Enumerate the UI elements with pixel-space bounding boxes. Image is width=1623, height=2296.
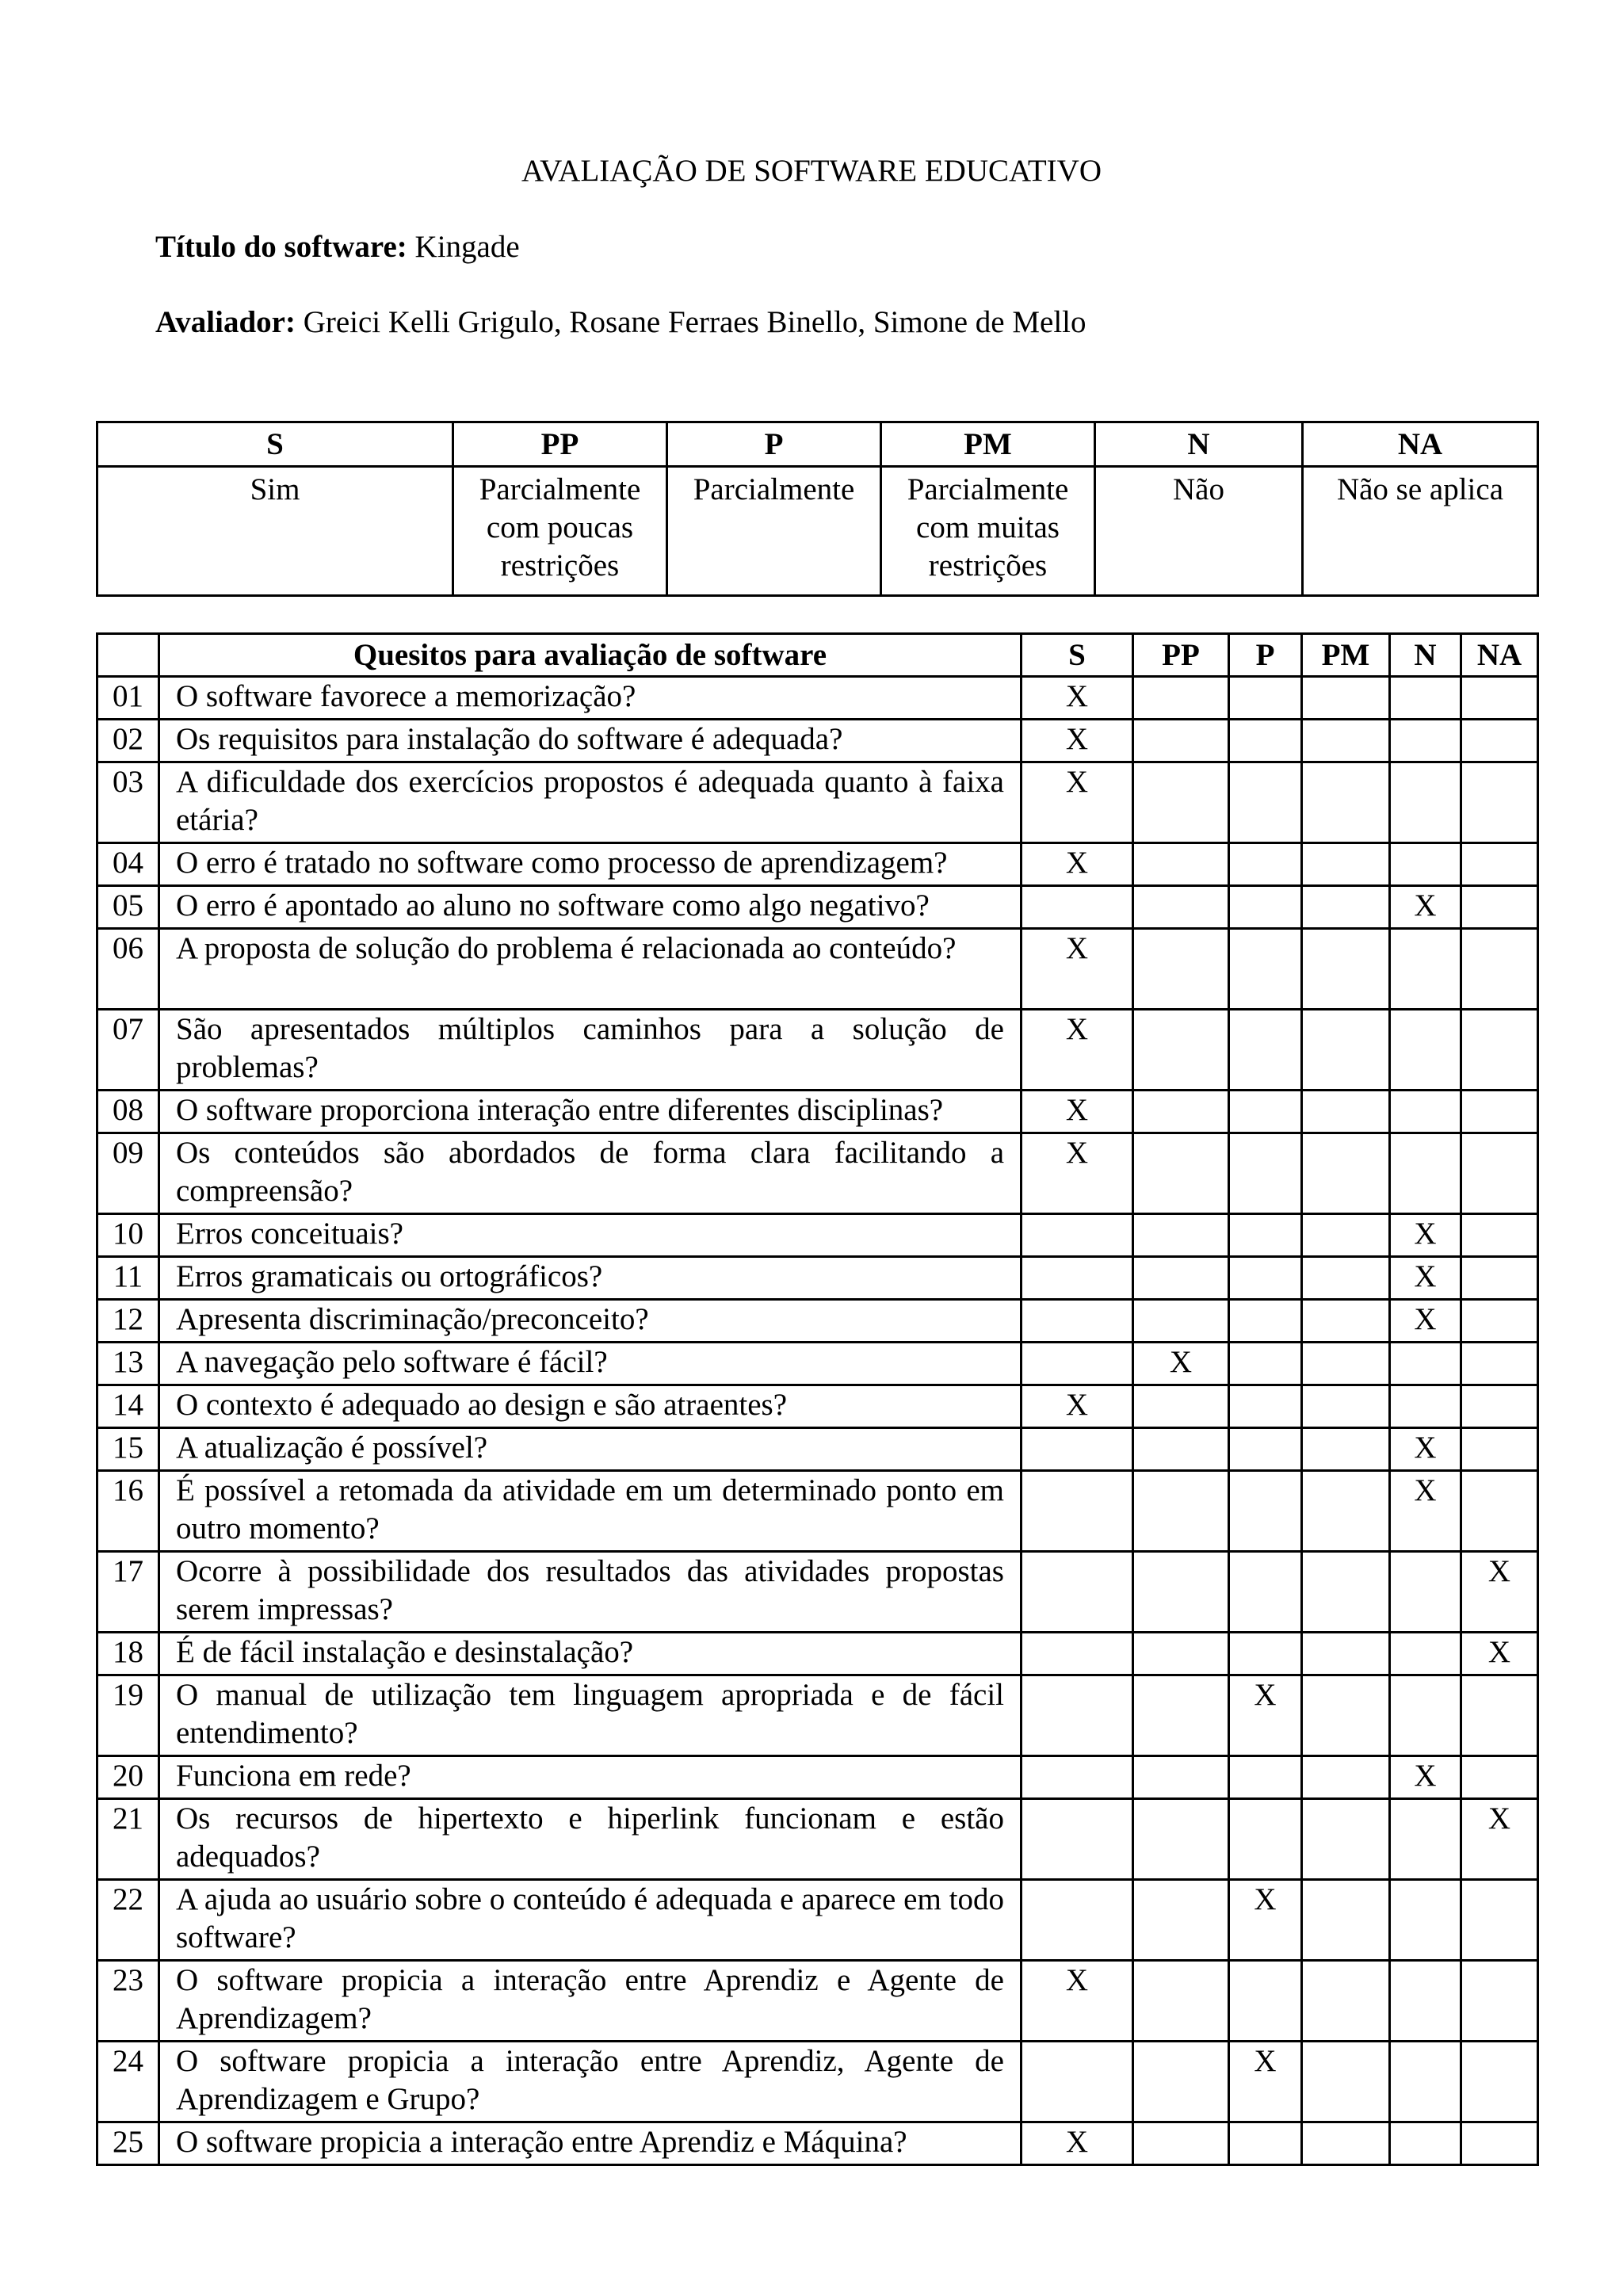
software-title-value: Kingade <box>414 230 520 264</box>
table-row <box>97 677 1538 720</box>
answer-mark: X <box>1487 1635 1511 1669</box>
answer-cell-p <box>1229 1257 1302 1300</box>
answer-cell-s <box>1022 1880 1133 1961</box>
answer-cell-n <box>1390 1091 1461 1133</box>
answer-cell-pm <box>1302 1010 1390 1091</box>
question-text: Erros gramaticais ou ortográficos? <box>159 1257 1022 1300</box>
answer-cell-s <box>1022 1799 1133 1880</box>
question-text: A navegação pelo software é fácil? <box>159 1343 1022 1385</box>
question-number: 07 <box>97 1010 159 1091</box>
question-number: 20 <box>97 1756 159 1799</box>
answer-cell-s <box>1022 762 1133 843</box>
answer-mark: X <box>1065 1093 1089 1127</box>
answer-cell-na <box>1461 1756 1538 1799</box>
answer-cell-n <box>1390 1214 1461 1257</box>
question-text: O manual de utilização tem linguagem apropriada e de fácil entendimento? <box>159 1675 1022 1756</box>
question-text: O software propicia a interação entre Aprendiz, Agente de Aprendizagem e Grupo? <box>159 2042 1022 2122</box>
page-title: AVALIAÇÃO DE SOFTWARE EDUCATIVO <box>521 154 1102 188</box>
answer-cell-p <box>1229 886 1302 929</box>
answer-cell-pp <box>1133 2042 1229 2122</box>
question-number: 09 <box>97 1133 159 1214</box>
legend-table <box>96 421 1539 597</box>
answer-cell-pm <box>1302 2122 1390 2165</box>
answer-cell-s <box>1022 1471 1133 1552</box>
answer-cell-n <box>1390 1133 1461 1214</box>
question-text: O software propicia a interação entre Aprendiz e Máquina? <box>159 2122 1022 2165</box>
answer-cell-pp <box>1133 1010 1229 1091</box>
answer-cell-s <box>1022 1428 1133 1471</box>
answer-cell-na <box>1461 1385 1538 1428</box>
answer-mark: X <box>1254 1882 1277 1916</box>
table-row <box>97 1133 1538 1214</box>
question-text: O software propicia a interação entre Aprendiz e Agente de Aprendizagem? <box>159 1961 1022 2042</box>
software-title-line <box>155 228 520 266</box>
question-number: 16 <box>97 1471 159 1552</box>
question-text: Os conteúdos são abordados de forma clara facilitando a compreensão? <box>159 1133 1022 1214</box>
answer-mark: X <box>1065 1963 1089 1997</box>
legend-description: Sim <box>97 467 453 596</box>
answer-cell-pp <box>1133 1880 1229 1961</box>
answer-cell-na <box>1461 1880 1538 1961</box>
column-header: S <box>1022 634 1133 677</box>
answer-cell-n <box>1390 1633 1461 1675</box>
answer-cell-na <box>1461 1257 1538 1300</box>
answer-cell-pp <box>1133 886 1229 929</box>
answer-cell-na <box>1461 1343 1538 1385</box>
question-text: A proposta de solução do problema é relacionada ao conteúdo? <box>159 929 1022 1010</box>
question-number: 23 <box>97 1961 159 2042</box>
legend-description: Parcialmente <box>667 467 881 596</box>
answer-cell-pp <box>1133 1343 1229 1385</box>
question-number: 18 <box>97 1633 159 1675</box>
answer-cell-n <box>1390 1799 1461 1880</box>
answer-cell-pp <box>1133 1385 1229 1428</box>
answer-cell-pm <box>1302 1880 1390 1961</box>
answer-cell-pp <box>1133 1961 1229 2042</box>
table-row <box>97 1675 1538 1756</box>
question-text: O software proporciona interação entre diferentes disciplinas? <box>159 1091 1022 1133</box>
answer-cell-pp <box>1133 1428 1229 1471</box>
answer-cell-s <box>1022 1091 1133 1133</box>
answer-cell-p <box>1229 1091 1302 1133</box>
table-row <box>97 2042 1538 2122</box>
answer-cell-p <box>1229 1343 1302 1385</box>
answer-mark: X <box>1065 765 1089 799</box>
table-row <box>97 1880 1538 1961</box>
answer-cell-n <box>1390 1675 1461 1756</box>
answer-cell-n <box>1390 1880 1461 1961</box>
software-title-label: Título do software: <box>155 230 407 264</box>
answer-cell-pp <box>1133 1799 1229 1880</box>
answer-cell-pp <box>1133 1214 1229 1257</box>
column-header: NA <box>1461 634 1538 677</box>
criteria-table <box>96 632 1539 2166</box>
answer-cell-p <box>1229 1633 1302 1675</box>
question-number: 19 <box>97 1675 159 1756</box>
question-text: O software favorece a memorização? <box>159 677 1022 720</box>
answer-mark: X <box>1414 1431 1437 1465</box>
criteria-body <box>97 677 1538 2165</box>
answer-cell-na <box>1461 1552 1538 1633</box>
answer-cell-pp <box>1133 677 1229 720</box>
answer-cell-n <box>1390 677 1461 720</box>
answer-cell-n <box>1390 762 1461 843</box>
answer-mark: X <box>1414 1473 1437 1507</box>
answer-cell-p <box>1229 1756 1302 1799</box>
answer-cell-pp <box>1133 1756 1229 1799</box>
table-row <box>97 1961 1538 2042</box>
answer-cell-pp <box>1133 1133 1229 1214</box>
answer-cell-na <box>1461 1133 1538 1214</box>
answer-mark: X <box>1065 931 1089 965</box>
table-row <box>97 1633 1538 1675</box>
legend-code: NA <box>1303 422 1538 467</box>
criteria-header-row <box>97 634 1538 677</box>
answer-cell-p <box>1229 2042 1302 2122</box>
answer-cell-n <box>1390 720 1461 762</box>
answer-mark: X <box>1414 1259 1437 1293</box>
answer-cell-na <box>1461 1799 1538 1880</box>
answer-cell-p <box>1229 677 1302 720</box>
legend-code: S <box>97 422 453 467</box>
table-row <box>97 1385 1538 1428</box>
question-number: 12 <box>97 1300 159 1343</box>
question-text: Apresenta discriminação/preconceito? <box>159 1300 1022 1343</box>
question-number: 03 <box>97 762 159 843</box>
answer-cell-na <box>1461 2042 1538 2122</box>
answer-cell-n <box>1390 1552 1461 1633</box>
table-row <box>97 762 1538 843</box>
question-text: É de fácil instalação e desinstalação? <box>159 1633 1022 1675</box>
answer-cell-s <box>1022 1961 1133 2042</box>
answer-cell-na <box>1461 843 1538 886</box>
evaluator-label: Avaliador: <box>155 305 296 339</box>
answer-cell-pm <box>1302 1385 1390 1428</box>
answer-cell-s <box>1022 2042 1133 2122</box>
answer-cell-s <box>1022 929 1133 1010</box>
answer-cell-s <box>1022 677 1133 720</box>
answer-cell-n <box>1390 1961 1461 2042</box>
column-header: PP <box>1133 634 1229 677</box>
answer-cell-s <box>1022 1010 1133 1091</box>
answer-cell-n <box>1390 843 1461 886</box>
legend-description: Parcialmente com muitas restrições <box>881 467 1095 596</box>
answer-cell-n <box>1390 929 1461 1010</box>
question-text: Funciona em rede? <box>159 1756 1022 1799</box>
answer-cell-s <box>1022 1300 1133 1343</box>
question-text: Erros conceituais? <box>159 1214 1022 1257</box>
answer-cell-p <box>1229 1133 1302 1214</box>
answer-mark: X <box>1487 1554 1511 1588</box>
answer-mark: X <box>1414 1302 1437 1336</box>
answer-mark: X <box>1414 1217 1437 1251</box>
answer-cell-p <box>1229 1428 1302 1471</box>
answer-cell-p <box>1229 720 1302 762</box>
question-number: 24 <box>97 2042 159 2122</box>
question-number: 14 <box>97 1385 159 1428</box>
answer-cell-pm <box>1302 1756 1390 1799</box>
answer-cell-pm <box>1302 1471 1390 1552</box>
answer-cell-pm <box>1302 2042 1390 2122</box>
answer-cell-pp <box>1133 843 1229 886</box>
answer-cell-n <box>1390 1257 1461 1300</box>
answer-cell-s <box>1022 1257 1133 1300</box>
answer-cell-s <box>1022 1385 1133 1428</box>
answer-cell-na <box>1461 929 1538 1010</box>
answer-cell-n <box>1390 1010 1461 1091</box>
table-row <box>97 720 1538 762</box>
table-row <box>97 1343 1538 1385</box>
answer-cell-pm <box>1302 1675 1390 1756</box>
answer-cell-na <box>1461 1300 1538 1343</box>
answer-cell-pm <box>1302 1133 1390 1214</box>
question-text: É possível a retomada da atividade em um determinado ponto em outro momento? <box>159 1471 1022 1552</box>
answer-cell-p <box>1229 1880 1302 1961</box>
question-number: 21 <box>97 1799 159 1880</box>
question-number: 15 <box>97 1428 159 1471</box>
answer-cell-s <box>1022 1633 1133 1675</box>
answer-cell-pm <box>1302 1428 1390 1471</box>
answer-cell-na <box>1461 1675 1538 1756</box>
table-row <box>97 886 1538 929</box>
answer-cell-p <box>1229 929 1302 1010</box>
answer-cell-pm <box>1302 1552 1390 1633</box>
answer-cell-n <box>1390 2042 1461 2122</box>
table-row <box>97 1091 1538 1133</box>
column-header: P <box>1229 634 1302 677</box>
column-header: N <box>1390 634 1461 677</box>
question-number: 17 <box>97 1552 159 1633</box>
question-number: 10 <box>97 1214 159 1257</box>
answer-cell-pm <box>1302 843 1390 886</box>
answer-cell-pm <box>1302 762 1390 843</box>
question-number: 08 <box>97 1091 159 1133</box>
answer-cell-pm <box>1302 1961 1390 2042</box>
table-row <box>97 1428 1538 1471</box>
answer-cell-pp <box>1133 1633 1229 1675</box>
table-row <box>97 1799 1538 1880</box>
answer-cell-pm <box>1302 1633 1390 1675</box>
answer-cell-p <box>1229 2122 1302 2165</box>
question-text: A ajuda ao usuário sobre o conteúdo é adequada e aparece em todo software? <box>159 1880 1022 1961</box>
answer-cell-s <box>1022 2122 1133 2165</box>
question-number: 05 <box>97 886 159 929</box>
answer-mark: X <box>1065 846 1089 880</box>
header-number-cell <box>97 634 159 677</box>
question-number: 22 <box>97 1880 159 1961</box>
answer-cell-pm <box>1302 677 1390 720</box>
answer-mark: X <box>1065 1012 1089 1046</box>
table-row <box>97 1552 1538 1633</box>
answer-cell-n <box>1390 1428 1461 1471</box>
answer-cell-pp <box>1133 762 1229 843</box>
answer-cell-pp <box>1133 2122 1229 2165</box>
answer-cell-pm <box>1302 929 1390 1010</box>
answer-cell-s <box>1022 843 1133 886</box>
question-number: 02 <box>97 720 159 762</box>
answer-cell-na <box>1461 1214 1538 1257</box>
answer-cell-s <box>1022 1756 1133 1799</box>
answer-cell-na <box>1461 762 1538 843</box>
answer-cell-n <box>1390 1756 1461 1799</box>
answer-cell-na <box>1461 677 1538 720</box>
answer-cell-pm <box>1302 1799 1390 1880</box>
answer-mark: X <box>1254 2044 1277 2078</box>
answer-cell-n <box>1390 886 1461 929</box>
question-text: O contexto é adequado ao design e são atraentes? <box>159 1385 1022 1428</box>
answer-cell-n <box>1390 2122 1461 2165</box>
answer-cell-pm <box>1302 886 1390 929</box>
answer-mark: X <box>1065 1136 1089 1170</box>
answer-cell-p <box>1229 843 1302 886</box>
answer-cell-p <box>1229 1300 1302 1343</box>
question-text: Os requisitos para instalação do software é adequada? <box>159 720 1022 762</box>
answer-cell-p <box>1229 762 1302 843</box>
criteria-header: Quesitos para avaliação de software <box>159 634 1022 677</box>
answer-cell-pm <box>1302 1300 1390 1343</box>
question-text: O erro é apontado ao aluno no software como algo negativo? <box>159 886 1022 929</box>
answer-cell-pp <box>1133 1471 1229 1552</box>
answer-cell-pp <box>1133 929 1229 1010</box>
question-text: Os recursos de hipertexto e hiperlink funcionam e estão adequados? <box>159 1799 1022 1880</box>
table-row <box>97 1257 1538 1300</box>
question-number: 13 <box>97 1343 159 1385</box>
question-text: O erro é tratado no software como processo de aprendizagem? <box>159 843 1022 886</box>
table-row <box>97 1756 1538 1799</box>
answer-cell-s <box>1022 1343 1133 1385</box>
answer-cell-p <box>1229 1214 1302 1257</box>
legend-code: PP <box>453 422 667 467</box>
answer-cell-s <box>1022 720 1133 762</box>
answer-cell-s <box>1022 1133 1133 1214</box>
answer-cell-n <box>1390 1385 1461 1428</box>
question-number: 11 <box>97 1257 159 1300</box>
answer-cell-pm <box>1302 1257 1390 1300</box>
answer-mark: X <box>1065 2125 1089 2159</box>
answer-mark: X <box>1065 722 1089 756</box>
question-number: 06 <box>97 929 159 1010</box>
legend-description: Não <box>1095 467 1303 596</box>
answer-cell-pm <box>1302 1091 1390 1133</box>
legend-code: P <box>667 422 881 467</box>
answer-cell-na <box>1461 1633 1538 1675</box>
answer-cell-n <box>1390 1343 1461 1385</box>
legend-description: Parcialmente com poucas restrições <box>453 467 667 596</box>
answer-cell-pp <box>1133 1257 1229 1300</box>
answer-mark: X <box>1169 1345 1193 1379</box>
answer-mark: X <box>1487 1801 1511 1836</box>
question-number: 04 <box>97 843 159 886</box>
answer-cell-na <box>1461 886 1538 929</box>
answer-cell-na <box>1461 1010 1538 1091</box>
question-text: Ocorre à possibilidade dos resultados das atividades propostas serem impressas? <box>159 1552 1022 1633</box>
answer-cell-na <box>1461 1961 1538 2042</box>
question-text: São apresentados múltiplos caminhos para a solução de problemas? <box>159 1010 1022 1091</box>
answer-mark: X <box>1254 1678 1277 1712</box>
answer-cell-p <box>1229 1675 1302 1756</box>
answer-cell-na <box>1461 720 1538 762</box>
answer-mark: X <box>1065 679 1089 713</box>
legend-code-row <box>97 422 1538 467</box>
evaluator-line <box>155 304 1086 342</box>
answer-cell-pp <box>1133 1300 1229 1343</box>
answer-cell-p <box>1229 1799 1302 1880</box>
answer-cell-pp <box>1133 1675 1229 1756</box>
table-row <box>97 1010 1538 1091</box>
answer-mark: X <box>1065 1388 1089 1422</box>
answer-cell-pm <box>1302 1343 1390 1385</box>
answer-mark: X <box>1414 888 1437 923</box>
answer-cell-pm <box>1302 720 1390 762</box>
answer-cell-s <box>1022 1552 1133 1633</box>
answer-cell-n <box>1390 1300 1461 1343</box>
table-row <box>97 1471 1538 1552</box>
legend-description-row <box>97 467 1538 596</box>
answer-cell-na <box>1461 1471 1538 1552</box>
answer-cell-s <box>1022 1214 1133 1257</box>
answer-cell-pm <box>1302 1214 1390 1257</box>
answer-cell-na <box>1461 2122 1538 2165</box>
question-number: 01 <box>97 677 159 720</box>
evaluator-value: Greici Kelli Grigulo, Rosane Ferraes Binello, Simone de Mello <box>303 305 1086 339</box>
table-row <box>97 1214 1538 1257</box>
table-row <box>97 843 1538 886</box>
answer-cell-pp <box>1133 1552 1229 1633</box>
legend-code: PM <box>881 422 1095 467</box>
legend-code: N <box>1095 422 1303 467</box>
answer-cell-s <box>1022 1675 1133 1756</box>
answer-cell-n <box>1390 1471 1461 1552</box>
question-text: A atualização é possível? <box>159 1428 1022 1471</box>
answer-cell-pp <box>1133 720 1229 762</box>
legend-description: Não se aplica <box>1303 467 1538 596</box>
table-row <box>97 1300 1538 1343</box>
answer-cell-p <box>1229 1471 1302 1552</box>
question-text: A dificuldade dos exercícios propostos é adequada quanto à faixa etária? <box>159 762 1022 843</box>
answer-cell-p <box>1229 1961 1302 2042</box>
answer-cell-p <box>1229 1385 1302 1428</box>
answer-mark: X <box>1414 1759 1437 1793</box>
answer-cell-pp <box>1133 1091 1229 1133</box>
answer-cell-p <box>1229 1010 1302 1091</box>
answer-cell-na <box>1461 1428 1538 1471</box>
answer-cell-s <box>1022 886 1133 929</box>
column-header: PM <box>1302 634 1390 677</box>
table-row <box>97 2122 1538 2165</box>
table-row <box>97 929 1538 1010</box>
question-number: 25 <box>97 2122 159 2165</box>
answer-cell-p <box>1229 1552 1302 1633</box>
answer-cell-na <box>1461 1091 1538 1133</box>
